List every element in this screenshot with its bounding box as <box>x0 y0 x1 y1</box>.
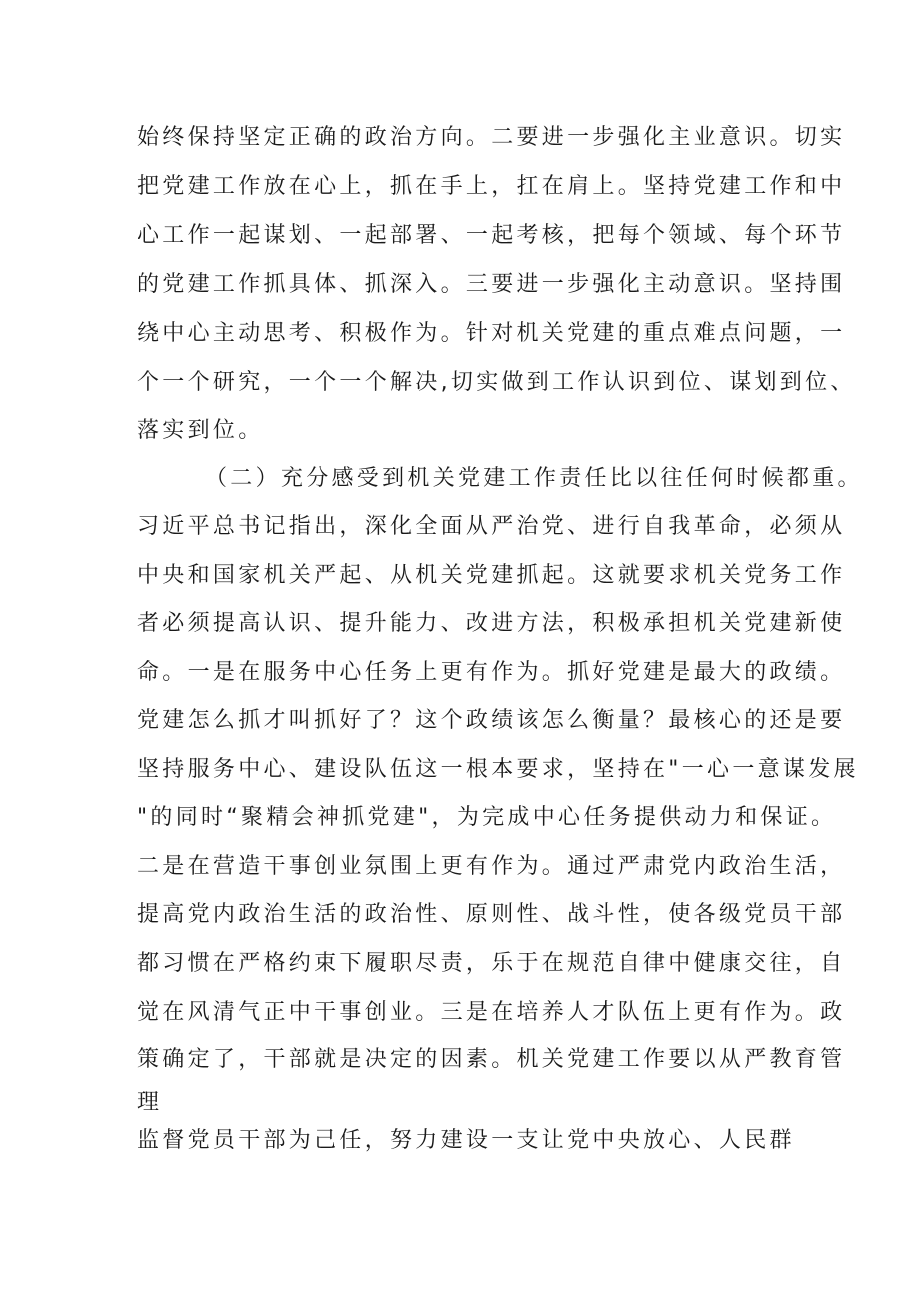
text-line: 落实到位。 <box>137 418 264 443</box>
text-line: "的同时“聚精会神抓党建"，为完成中心任务提供动力和保证。 <box>137 805 837 830</box>
text-line: 觉在风清气正中干事创业。三是在培养人才队伍上更有作为。政 <box>137 1000 846 1025</box>
text-line: 二是在营造干事创业氛围上更有作为。通过严肃党内政治生活， <box>137 854 846 879</box>
text-line: 提高党内政治生活的政治性、原则性、战斗性，使各级党员干部 <box>137 902 846 927</box>
text-line: 命。一是在服务中心任务上更有作为。抓好党建是最大的政绩。 <box>137 660 846 685</box>
text-line: 监督党员干部为己任，努力建设一支让党中央放心、人民群 <box>137 1128 795 1153</box>
text-line: 绕中心主动思考、积极作为。针对机关党建的重点难点问题，一 <box>137 321 846 346</box>
text-line: 个一个研究，一个一个解决,切实做到工作认识到位、谋划到位、 <box>137 370 856 395</box>
text-line: 坚持服务中心、建设队伍这一根本要求，坚持在"一心一意谋发展 <box>137 757 859 782</box>
text-line: 理 <box>137 1090 163 1115</box>
text-line: 中央和国家机关严起、从机关党建抓起。这就要求机关党务工作 <box>137 563 846 588</box>
text-line: 者必须提高认识、提升能力、改进方法，积极承担机关党建新使 <box>137 611 846 636</box>
text-line: 心工作一起谋划、一起部署、一起考核，把每个领域、每个环节 <box>137 223 846 248</box>
text-line: 始终保持坚定正确的政治方向。二要进一步强化主业意识。切实 <box>137 125 846 150</box>
text-line: 党建怎么抓才叫抓好了？这个政绩该怎么衡量？最核心的还是要 <box>137 708 846 733</box>
text-line: 习近平总书记指出，深化全面从严治党、进行自我革命，必须从 <box>137 514 846 539</box>
text-line: 的党建工作抓具体、抓深入。三要进一步强化主动意识。坚持围 <box>137 272 846 297</box>
text-line: 都习惯在严格约束下履职尽责，乐于在规范自律中健康交往，自 <box>137 951 846 976</box>
text-line: 把党建工作放在心上，抓在手上，扛在肩上。坚持党建工作和中 <box>137 174 846 199</box>
text-line: 策确定了，干部就是决定的因素。机关党建工作要以从严教育管 <box>137 1047 846 1072</box>
section-heading: （二）充分感受到机关党建工作责任比以往任何时候都重。 <box>205 466 863 491</box>
